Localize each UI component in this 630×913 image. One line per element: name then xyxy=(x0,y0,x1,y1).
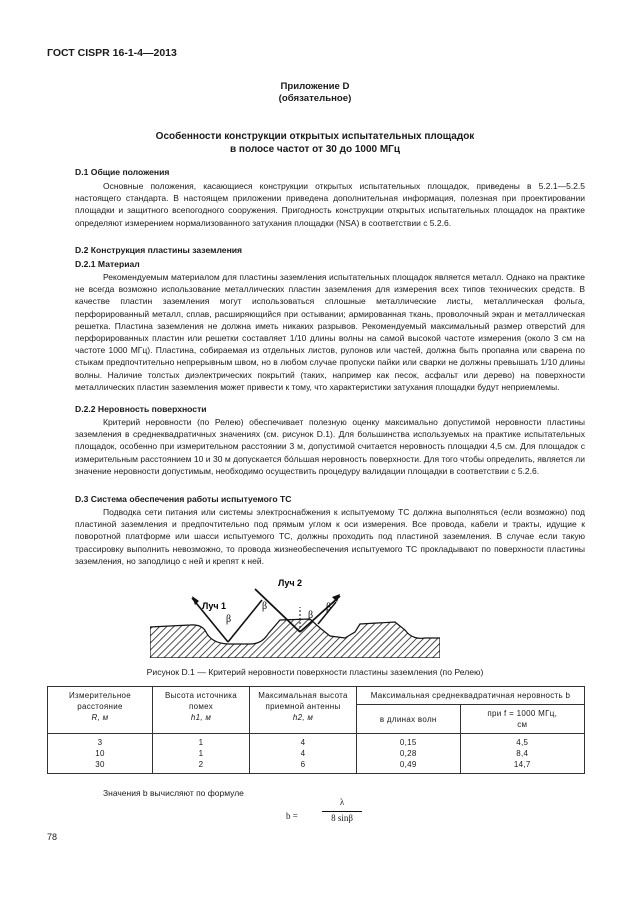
ray-1-label: Луч 1 xyxy=(202,601,227,611)
table-row: 3 10 30 1 1 2 4 4 6 0,15 0,28 0,49 4,5 8,4 14,7 xyxy=(48,734,585,774)
d1-paragraph: Основные положения, касающиеся конструкции открытых испытательных площадок, приведены в 5.2.1—5.2.5 настоящего стандарта. В настоящем приложении приведена дополнительная информация, полезная при проектировании площадки и защитного всепогодного сооружения. Пригодность конструкции открытых испытательных площадок на практике определяют измерением нормализованного затухания площадки (NSA) в соответствии с 5.2.6. xyxy=(75,181,585,228)
section-d22-heading: D.2.2 Неровность поверхности xyxy=(75,404,207,414)
main-title-line1: Особенности конструкции открытых испытательных площадок xyxy=(155,131,475,142)
ray-2-reflected xyxy=(300,596,340,632)
beta-label-2: β xyxy=(262,601,268,612)
rayleigh-figure xyxy=(150,572,440,658)
ray-1-reflected xyxy=(228,600,262,642)
col-roughness: Максимальная среднеквадратичная неровность b xyxy=(357,687,585,705)
annex-note: (обязательное) xyxy=(278,93,352,104)
section-d3-heading: D.3 Система обеспечения работы испытуемого ТС xyxy=(75,494,292,504)
col-source-height: Высота источника помех h1, м xyxy=(153,687,250,734)
section-d3-text xyxy=(75,506,585,567)
figure-caption: Рисунок D.1 — Критерий неровности поверхности пластины заземления (по Релею) xyxy=(146,667,484,677)
col-wavelengths: в длинах волн xyxy=(357,705,461,734)
col-distance: Измерительное расстояние R, м xyxy=(48,687,153,734)
annex-title: Приложение D xyxy=(280,81,350,92)
d22-paragraph: Критерий неровности (по Релею) обеспечивает полезную оценку максимально допустимой неровности пластины заземления в среднеквадратичных значениях (см. рисунок D.1). Для большинства используемых на практике испытательных площадок, особенно при измерительном расстоянии 3 м, допустимой считается неровность площадки 4,5 см. Для площадок с измерительным расстоянием 10 и 30 м допускается бóльшая неровность поверхности. Для того чтобы определить, является ли значение неровности допустимым, необходимо осуществить процедуру валидации площадки в соответствии с 5.2.6. xyxy=(75,417,585,476)
d21-paragraph: Рекомендуемым материалом для пластины заземления испытательных площадок является металл. Однако на практике не всегда возможно использование металлических пластин заземления для измерения всех типов технических средств. В качестве пластин заземления могут использоваться сплошные металлические листы, металлическая фольга, перфорированный металл, сплав, расширяющийся при остывании; армированная ткань, проволочный экран и металлическая решетка. Пластина заземления не должна иметь никаких разрывов. Рекомендуемый максимальный размер отверстий для перфорированных пластин или решетки составляет 1/10 длины волны на самой высокой частоте измерения (около 3 см на частоте 1000 МГц). Пластина, собираемая из отдельных листов, рулонов или частей, должна быть пропаяна или сварена по стыкам предпочтительно непрерывным швом, но в любом случае пропуски пайки или сварки не должны превышать 1/10 длины волны. Наличие толстых диэлектрических покрытий (таких, например как песок, асфальт или дерево) на поверхности металлических пластин заземления может привести к тому, что характеристики затухания площадки будут неприемлемы. xyxy=(75,272,585,392)
beta-label-1: β xyxy=(226,614,232,625)
beta-label-3: β xyxy=(308,610,314,621)
section-d1-heading: D.1 Общие положения xyxy=(75,167,170,177)
section-d2-heading: D.2 Конструкция пластины заземления xyxy=(75,245,243,255)
section-d21-heading: D.2.1 Материал xyxy=(75,259,140,269)
rough-surface xyxy=(150,619,440,658)
beta-label-4: β xyxy=(326,602,332,613)
col-cm: при f = 1000 МГц, см xyxy=(460,705,585,734)
section-d21-text xyxy=(75,271,585,393)
page-number: 78 xyxy=(47,832,58,842)
document-header: ГОСТ CISPR 16-1-4—2013 xyxy=(47,47,177,59)
main-title-line2: в полосе частот от 30 до 1000 МГц xyxy=(230,144,400,155)
col-antenna-height: Максимальная высота приемной антенны h2, м xyxy=(250,687,357,734)
d3-paragraph: Подводка сети питания или системы электроснабжения к испытуемому ТС должна выполняться (если возможно) под пластиной заземления и предпочтительно под прямым углом к оси измерения. Все провода, кабели и тракты, идущие к поворотной платформе или шасси испытуемого ТС, должны проходить под пластиной заземления. В случае если такую трассировку выполнить невозможно, то провода жизнеобеспечения испытуемого ТС прокладывают по поверхности пластины заземления, но заподлицо с ней и крепят к ней. xyxy=(75,507,585,566)
roughness-table xyxy=(47,686,585,774)
section-d1-text xyxy=(75,180,585,229)
section-d22-text xyxy=(75,416,585,477)
ray-2-label: Луч 2 xyxy=(278,578,303,588)
formula-intro: Значения b вычисляют по формуле xyxy=(103,788,244,798)
